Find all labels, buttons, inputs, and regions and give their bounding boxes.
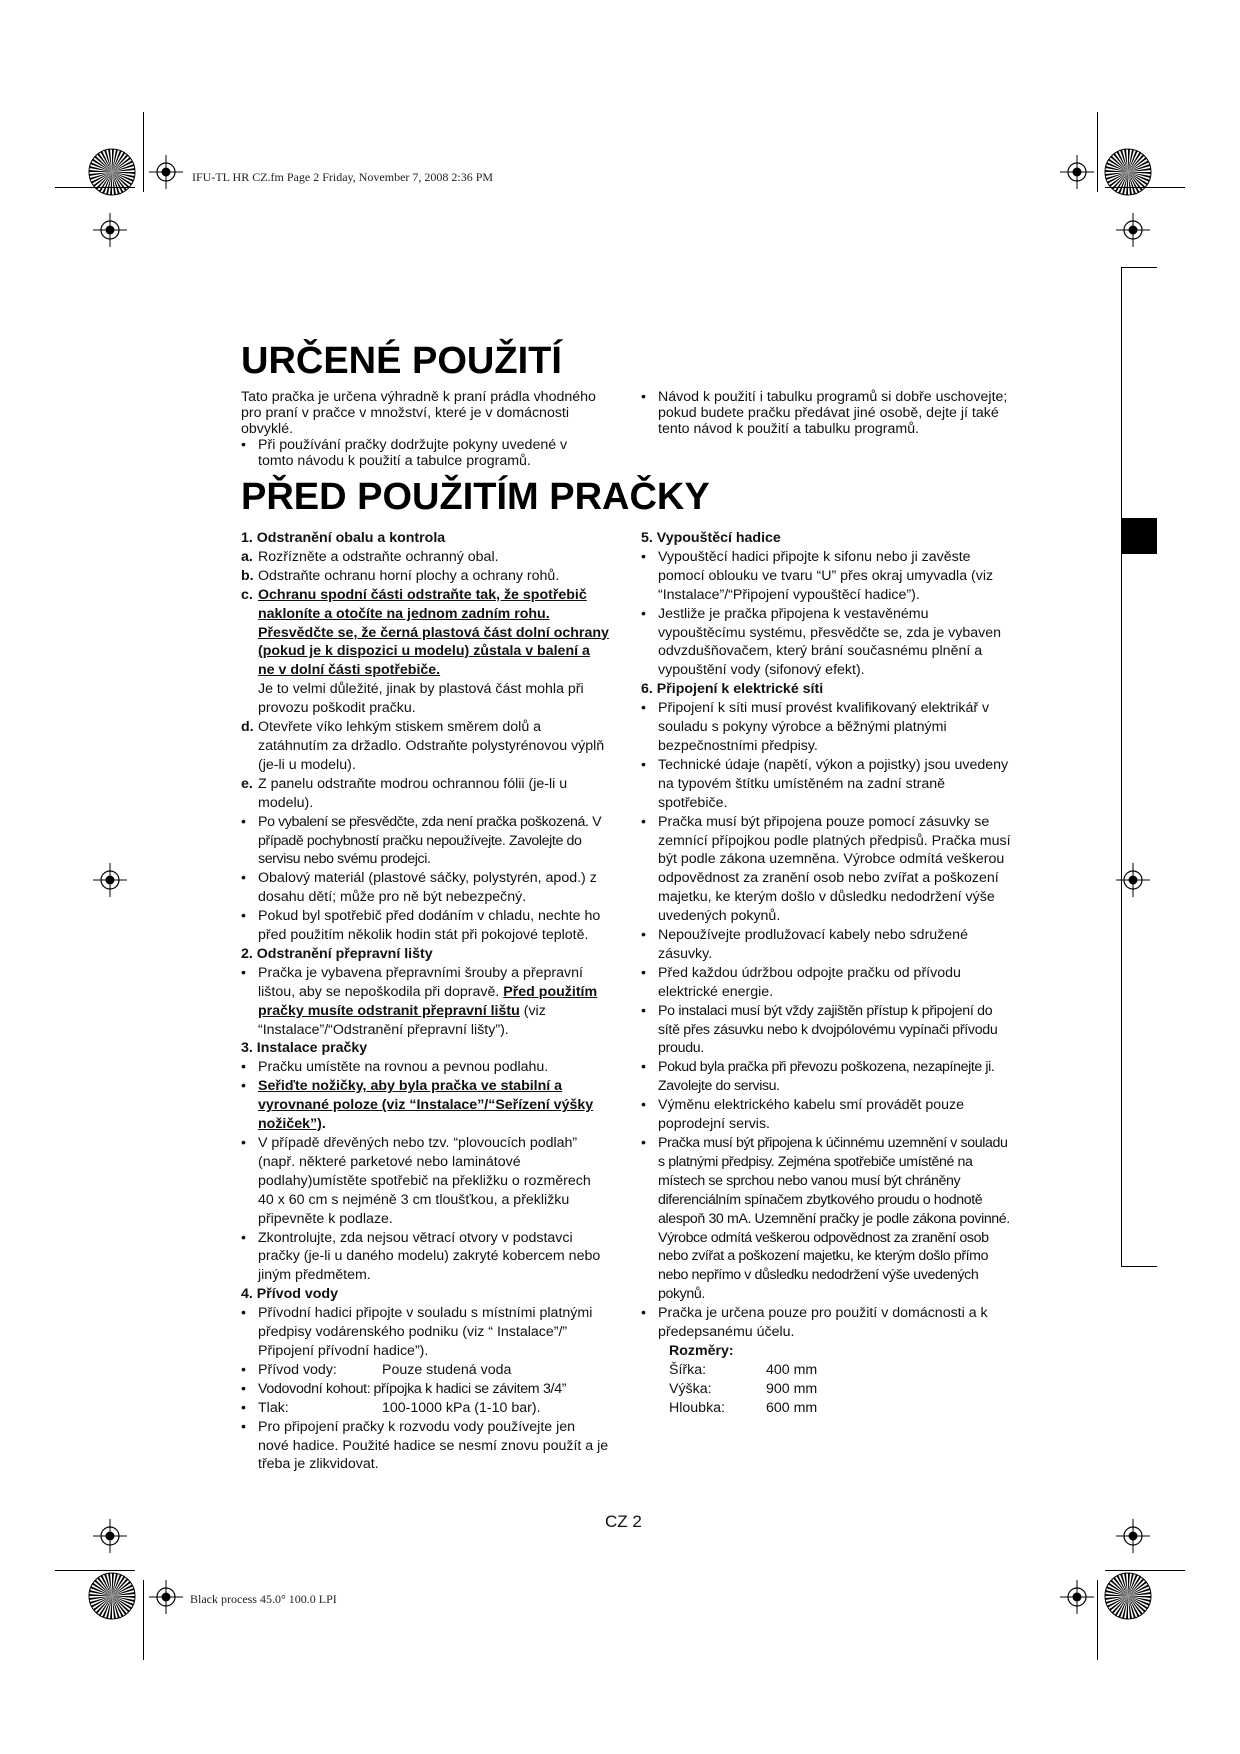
crop-line bbox=[143, 112, 144, 192]
page-number: CZ 2 bbox=[605, 1512, 642, 1531]
intro-text: Tato pračka je určena výhradně k praní prádla vhodného pro praní v pračce v množství, které je v domácnosti obvyklé. bbox=[241, 389, 596, 437]
starwheel-bottom-right bbox=[1104, 1572, 1152, 1620]
list-item: • Obalový materiál (plastové sáčky, polystyrén, apod.) z dosahu dětí; může pro ně být nebezpečný. bbox=[241, 869, 609, 907]
list-item: b. Odstraňte ochranu horní plochy a ochrany rohů. bbox=[241, 567, 560, 584]
section-title-intended-use: URČENÉ POUŽITÍ bbox=[241, 340, 562, 382]
list-item: • Pračku umístěte na rovnou a pevnou podlahu. bbox=[241, 1058, 609, 1077]
list-item: • Technické údaje (napětí, výkon a pojistky) jsou uvedeny na typovém štítku umístěném na zadní straně spotřebiče. bbox=[641, 756, 1011, 813]
list-item: e. Z panelu odstraňte modrou ochrannou fólii (je-li u modelu). bbox=[241, 775, 568, 811]
subsection-heading: 1. Odstranění obalu a kontrola bbox=[241, 530, 446, 546]
list-item: • Při používání pračky dodržujte pokyny uvedené v tomto návodu k použití a tabulce programů. bbox=[241, 437, 606, 469]
crop-line bbox=[1097, 112, 1098, 192]
subsection-heading: 5. Vypouštěcí hadice bbox=[641, 530, 781, 546]
registration-mark-left-lower bbox=[93, 1519, 127, 1553]
dimensions-table bbox=[641, 1342, 1011, 1418]
list-item: d. Otevřete víko lehkým stiskem směrem dolů a zatáhnutím za držadlo. Odstraňte polystyrénovou výplň (je-li u modelu). bbox=[241, 719, 605, 773]
list-item: • Jestliže je pračka připojena k vestavěnému vypouštěcímu systému, přesvědčte se, zda je vybaven odvzdušňovačem, který brání současnému plnění a vypouštění vody (sifonový efekt). bbox=[641, 605, 1011, 681]
section-title-before-use: PŘED POUŽITÍM PRAČKY bbox=[241, 476, 710, 518]
dimensions-heading: Rozměry: bbox=[669, 1342, 734, 1359]
list-item: • Po instalaci musí být vždy zajištěn přístup k připojení do sítě přes zásuvku nebo k dvojpólovému vypínači přívodu proudu. bbox=[641, 1002, 1011, 1059]
list-item: • Pokud byla pračka při převozu poškozena, nezapínejte ji. Zavolejte do servisu. bbox=[641, 1058, 1011, 1096]
list-item: • Pračka je vybavena přepravními šrouby a přepravní lištou, aby se nepoškodila při dopravě. Před použitím pračky musíte odstranit přepravní lištu (viz “Instalace”/“Odstranění přepravní lišty”). bbox=[241, 964, 609, 1040]
list-item: • Nepoužívejte prodlužovací kabely nebo sdružené zásuvky. bbox=[641, 926, 1011, 964]
list-item: • Pračka musí být připojena pouze pomocí zásuvky se zemnící přípojkou podle platných předpisů. Pračka musí být podle zákona uzemněna. Výrobce odmítá veškerou odpovědnost za zranění osob nebo zvířat a poškození majetku, ke kterým došlo v důsledku nedodržení výše uvedených pokynů. bbox=[641, 813, 1011, 926]
list-item: • Vypouštěcí hadici připojte k sifonu nebo ji zavěste pomocí oblouku ve tvaru “U” přes okraj umyvadla (viz “Instalace”/“Připojení vypouštěcí hadice”). bbox=[641, 548, 1011, 605]
dimension-row: Šířka: 400 mm bbox=[669, 1361, 818, 1378]
list-item: a. Rozřízněte a odstraňte ochranný obal. bbox=[241, 548, 499, 565]
list-item: • Přívod vody: Pouze studená voda bbox=[241, 1361, 609, 1380]
subsection-heading: 2. Odstranění přepravní lišty bbox=[241, 945, 433, 962]
registration-mark-bottom-right bbox=[1060, 1580, 1094, 1614]
print-slug-bottom: Black process 45.0° 100.0 LPI bbox=[190, 1592, 337, 1606]
registration-mark-right-lower bbox=[1116, 1519, 1150, 1553]
crop-line bbox=[55, 1570, 135, 1571]
list-item: • Připojení k síti musí provést kvalifikovaný elektrikář v souladu s pokyny výrobce a běžnými platnými bezpečnostními předpisy. bbox=[641, 699, 1011, 756]
list-item: • Výměnu elektrického kabelu smí provádět pouze poprodejní servis. bbox=[641, 1096, 1011, 1134]
starwheel-bottom-left bbox=[88, 1572, 136, 1620]
dimension-row: Výška: 900 mm bbox=[669, 1380, 818, 1397]
dimension-row: Hloubka: 600 mm bbox=[669, 1399, 818, 1416]
list-item: • Pračka musí být připojena k účinnému uzemnění v souladu s platnými předpisy. Zejména spotřebiče umístěné na místech se sprchou nebo vanou musí být chráněny diferenciálním spínačem zbytkového proudu o hodnotě alespoň 30 mA. Uzemnění pračky je podle zákona povinné. Výrobce odmítá veškerou odpovědnost za zranění osob nebo zvířat a poškození majetku, ke kterým došlo přímo nebo nepřímo v důsledku nedodržení výše uvedených pokynů. bbox=[641, 1134, 1011, 1304]
list-item: • Vodovodní kohout: přípojka k hadici se závitem 3/4” bbox=[241, 1380, 609, 1399]
registration-mark-top-right bbox=[1060, 155, 1094, 189]
registration-mark-top-left bbox=[149, 155, 183, 189]
intro-right-column bbox=[641, 389, 1011, 437]
right-column bbox=[641, 529, 1011, 1418]
crop-line bbox=[143, 1580, 144, 1660]
subsection-heading: 4. Přívod vody bbox=[241, 1286, 338, 1303]
list-item: • V případě dřevěných nebo tzv. “plovoucích podlah” (např. některé parketové nebo laminátové podlahy)umístěte spotřebič na překližku o rozměrech 40 x 60 cm s nejméně 3 cm tloušťkou, a překližku připevněte k podlaze. bbox=[241, 1134, 609, 1229]
registration-mark-right-upper bbox=[1116, 213, 1150, 247]
list-item: • Po vybalení se přesvědčte, zda není pračka poškozená. V případě pochybností pračku nepoužívejte. Zavolejte do servisu nebo svému prodejci. bbox=[241, 813, 609, 870]
sidebar-tab bbox=[1121, 267, 1157, 1267]
crop-line bbox=[1105, 187, 1185, 188]
list-item: • Návod k použití i tabulku programů si dobře uschovejte; pokud budete pračku předávat jiné osobě, dejte jí také tento návod k použití a tabulku programů. bbox=[641, 389, 1011, 437]
list-item: • Pračka je určena pouze pro použití v domácnosti a k předepsanému účelu. bbox=[641, 1304, 1011, 1342]
list-item: • Přívodní hadici připojte v souladu s místními platnými předpisy vodárenského podniku (viz “ Instalace”/” Připojení přívodní hadice”). bbox=[241, 1304, 609, 1361]
starwheel-top-left bbox=[88, 148, 136, 196]
registration-mark-left-upper bbox=[93, 213, 127, 247]
left-column bbox=[241, 529, 609, 1474]
underlined-warning: Ochranu spodní části odstraňte tak, že spotřebič nakloníte a otočíte na jednom zadním rohu. Přesvědčte se, že černá plastová část dolní ochrany (pokud je k dispozici u modelu) zůstala v balení a ne v dolní části spotřebiče. bbox=[258, 586, 609, 679]
sidebar-marker bbox=[1121, 518, 1157, 554]
crop-line bbox=[55, 187, 135, 188]
list-item: • Seřiďte nožičky, aby byla pračka ve stabilní a vyrovnané poloze (viz “Instalace”/“Seřízení výšky nožiček”). bbox=[241, 1077, 609, 1134]
list-item: • Tlak: 100-1000 kPa (1-10 bar). bbox=[241, 1399, 609, 1418]
print-slug-top: IFU-TL HR CZ.fm Page 2 Friday, November 7, 2008 2:36 PM bbox=[192, 170, 494, 184]
intro-left-column bbox=[241, 389, 606, 469]
list-item: • Pokud byl spotřebič před dodáním v chladu, nechte ho před použitím několik hodin stát při pokojové teplotě. bbox=[241, 907, 609, 945]
list-item: c. Ochranu spodní části odstraňte tak, že spotřebič nakloníte a otočíte na jednom zadním rohu. Přesvědčte se, že černá plastová část dolní ochrany (pokud je k dispozici u modelu) zůstala v balení a ne v dolní části spotřebiče. Je to velmi důležité, jinak by plastová část mohla při provozu poškodit pračku. bbox=[241, 586, 609, 717]
list-item: • Zkontrolujte, zda nejsou větrací otvory v podstavci pračky (je-li u daného modelu) zakryté kobercem nebo jiným předmětem. bbox=[241, 1229, 609, 1286]
starwheel-top-right bbox=[1104, 148, 1152, 196]
subsection-heading: 6. Připojení k elektrické síti bbox=[641, 681, 824, 698]
crop-line bbox=[1105, 1570, 1185, 1571]
list-item: • Před každou údržbou odpojte pračku od přívodu elektrické energie. bbox=[641, 964, 1011, 1002]
subsection-heading: 3. Instalace pračky bbox=[241, 1040, 368, 1057]
list-item: • Pro připojení pračky k rozvodu vody používejte jen nové hadice. Použité hadice se nesmí znovu použít a je třeba je zlikvidovat. bbox=[241, 1418, 609, 1475]
crop-line bbox=[1097, 1580, 1098, 1660]
registration-mark-bottom-left bbox=[149, 1580, 183, 1614]
registration-mark-left-middle bbox=[93, 863, 127, 897]
